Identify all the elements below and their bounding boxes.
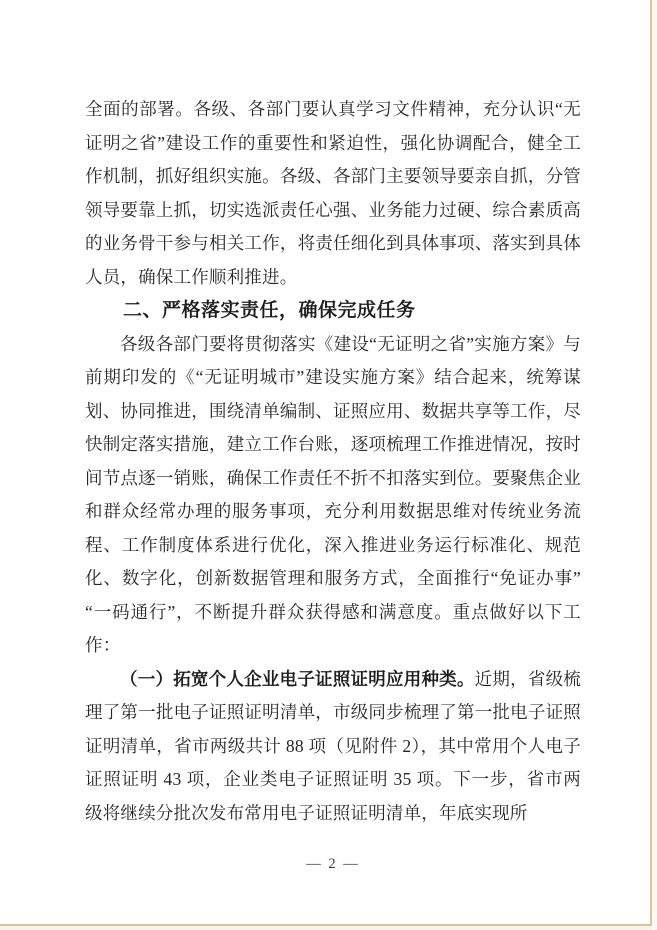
document-body [85,93,581,830]
section-heading: 二、严格落实责任，确保完成任务 [123,300,416,321]
item-one-text: 近期，省级梳理了第一批电子证照证明清单，市级同步梳理了第一批电子证照证明清单，省市两级共计 88 项（见附件 2），其中常用个人电子证照证明 43 项，企业类电子证照证明 35 项。下一步，省市两级将继续分批次发布常用电子证照证明清单，年底实现所 [85,668,581,823]
paragraph-tasks: 各级各部门要将贯彻落实《建设“无证明之省”实施方案》与前期印发的《“无证明城市”建设实施方案》结合起来，统筹谋划、协同推进，围绕清单编制、证照应用、数据共享等工作，尽快制定落实措施，建立工作台账，逐项梳理工作推进情况，按时间节点逐一销账，确保工作责任不折不扣落实到位。要聚焦企业和群众经常办理的服务事项，充分利用数据思维对传统业务流程、工作制度体系进行优化，深入推进业务运行标准化、规范化、数字化，创新数据管理和服务方式，全面推行“免证办事”“一码通行”，不断提升群众获得感和满意度。重点做好以下工作： [85,333,581,655]
item-one-heading: （一）拓宽个人企业电子证照证明应用种类。 [120,668,475,689]
scan-margin-bottom [0,926,652,930]
paragraph-continuation: 全面的部署。各级、各部门要认真学习文件精神，充分认识“无证明之省”建设工作的重要性和紧迫性，强化协调配合，健全工作机制，抓好组织实施。各级、各部门主要领导要亲自抓，分管领导要靠上抓，切实选派责任心强、业务能力过硬、综合素质高的业务骨干参与相关工作，将责任细化到具体事项、落实到具体人员，确保工作顺利推进。 [85,99,581,287]
scan-margin-right [652,0,657,930]
page-number: — 2 — [306,856,360,872]
paragraph-item-one [85,663,581,831]
